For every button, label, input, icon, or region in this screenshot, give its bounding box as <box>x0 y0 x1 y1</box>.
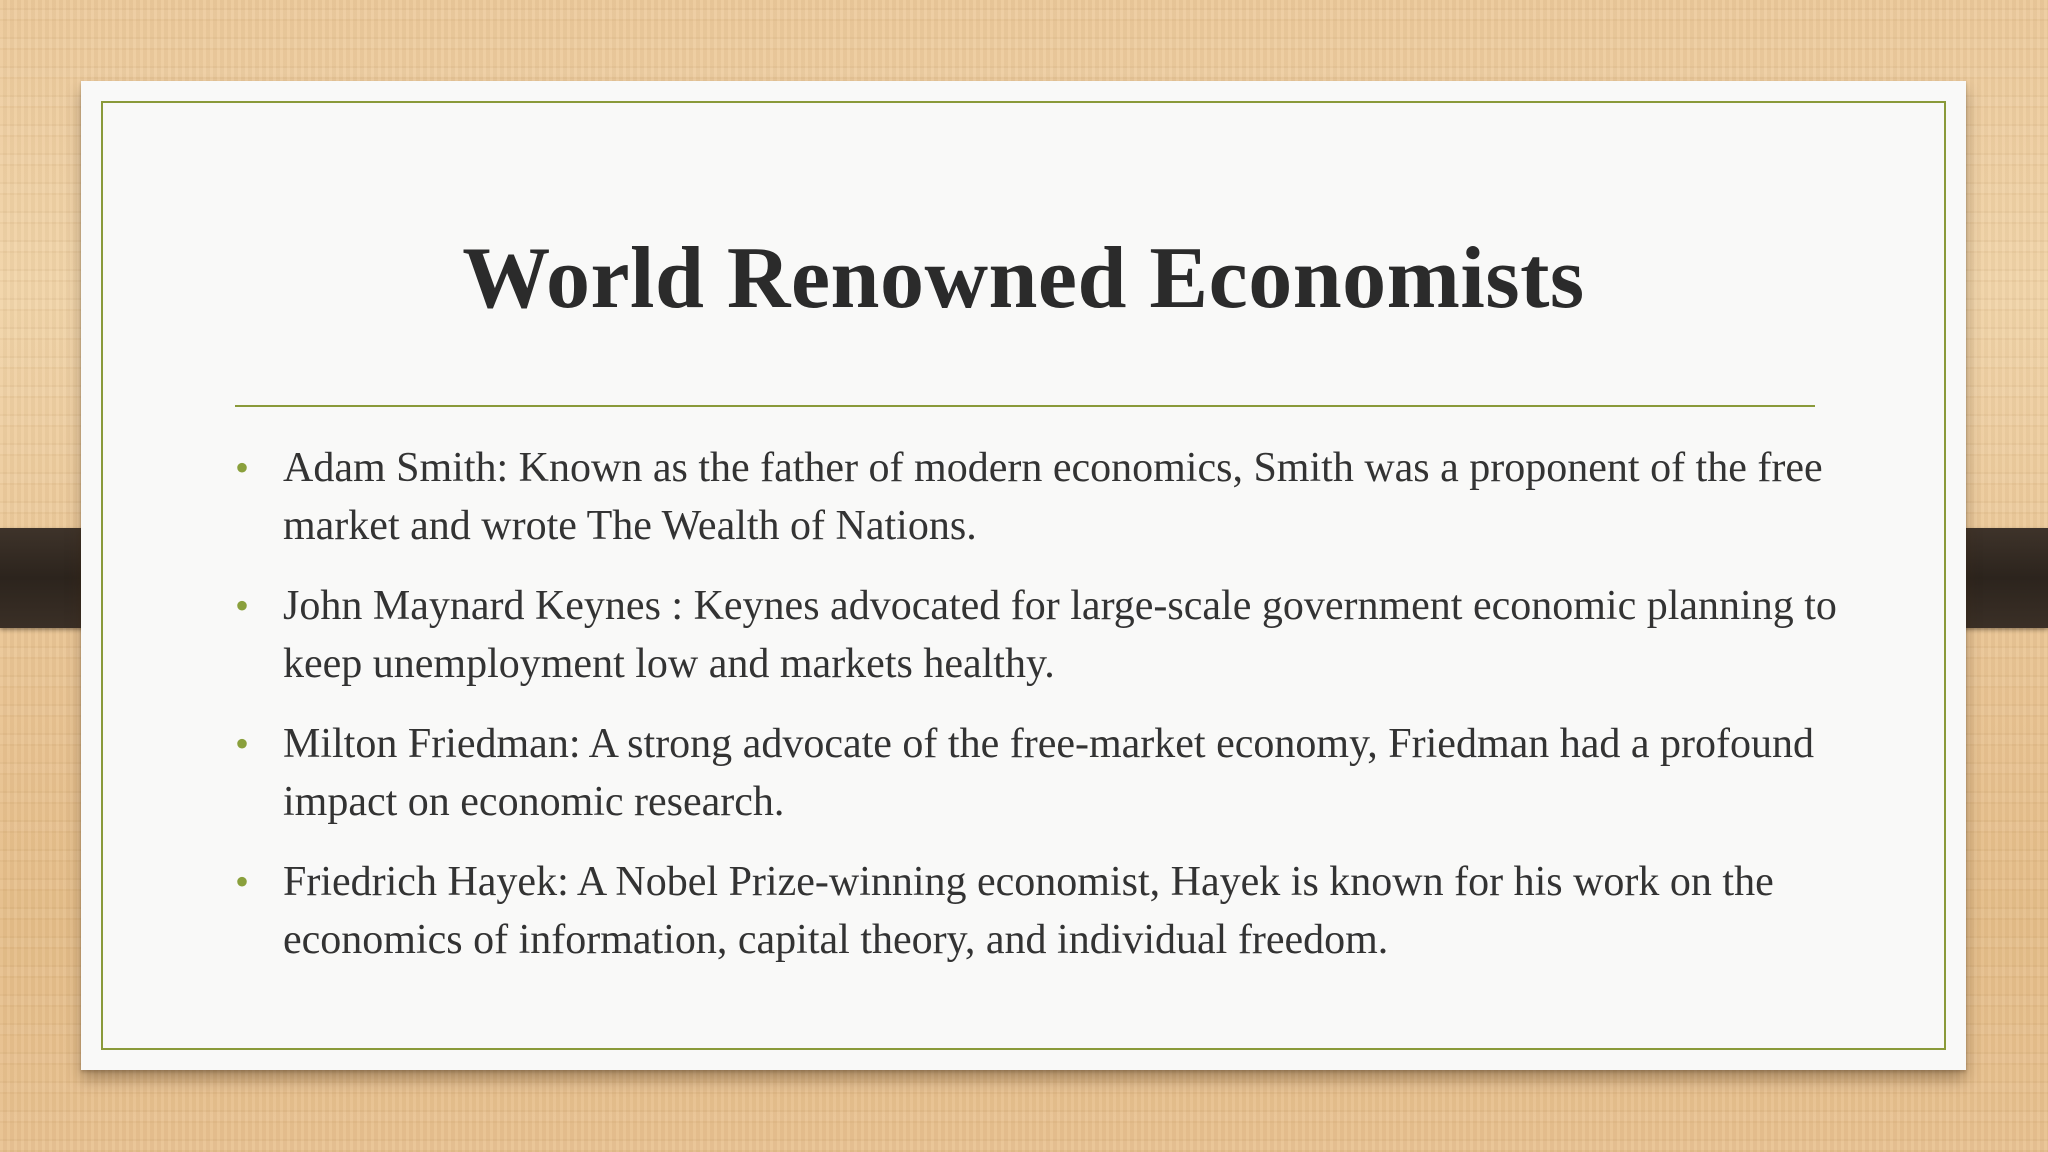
bullet-item-keynes <box>235 577 1875 693</box>
title-divider <box>235 405 1815 407</box>
bullet-text: Adam Smith: Known as the father of modern economics, Smith was a proponent of the free market and wrote The Wealth of Nations. <box>283 445 1823 549</box>
bullet-item-friedman <box>235 715 1875 831</box>
bullet-item-adam-smith <box>235 439 1875 555</box>
bullet-text: Friedrich Hayek: A Nobel Prize-winning economist, Hayek is known for his work on the economics of information, capital theory, and individual freedom. <box>283 859 1774 963</box>
bullet-icon: • <box>235 721 250 766</box>
bullet-list <box>235 439 1875 991</box>
bullet-item-hayek <box>235 853 1875 969</box>
bullet-icon: • <box>235 583 250 628</box>
bullet-icon: • <box>235 445 250 490</box>
bullet-icon: • <box>235 859 250 904</box>
slide <box>81 81 1966 1070</box>
slide-title: World Renowned Economists <box>462 230 1585 327</box>
bullet-text: Milton Friedman: A strong advocate of the free-market economy, Friedman had a profound impact on economic research. <box>283 721 1815 825</box>
bullet-text: John Maynard Keynes : Keynes advocated for large-scale government economic planning to keep unemployment low and markets healthy. <box>283 583 1837 687</box>
